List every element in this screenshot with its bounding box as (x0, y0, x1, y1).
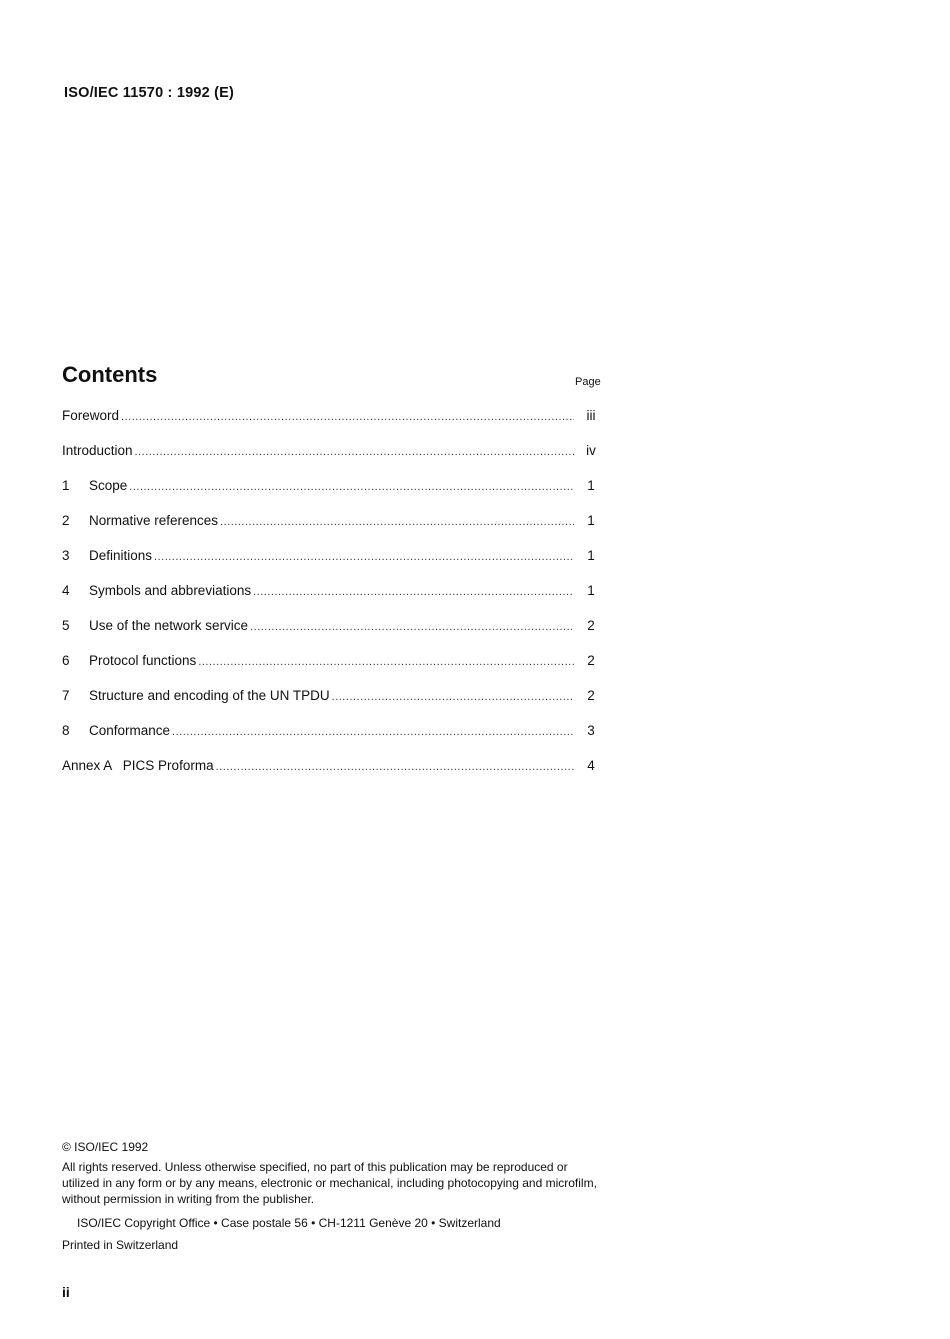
toc-entry-protocol-functions[interactable] (62, 643, 602, 678)
toc-entry-number: 4 (62, 583, 70, 598)
toc-entry-page: 2 (587, 653, 595, 668)
copyright-block (62, 1139, 602, 1253)
toc-entry-page: iv (586, 443, 596, 458)
toc-entry-number: 5 (62, 618, 70, 633)
toc-leader-dots (332, 680, 574, 715)
toc-entry-number: 3 (62, 548, 70, 563)
copyright-notice: All rights reserved. Unless otherwise specified, no part of this publication may be reproduced or utilized in any form or by any means, electronic or mechanical, including photocopying and microfilm, without permission in writing from the publisher. (62, 1160, 597, 1206)
table-of-contents (62, 398, 602, 783)
toc-entry-introduction[interactable] (62, 433, 602, 468)
toc-entry-label: Symbols and abbreviations (89, 583, 252, 598)
toc-entry-page: 1 (587, 478, 595, 493)
page-number: ii (62, 1284, 70, 1300)
toc-entry-label: Introduction (62, 443, 133, 458)
toc-entry-page: 4 (587, 758, 595, 773)
toc-entry-page: iii (586, 408, 596, 423)
toc-entry-label: Definitions (89, 548, 153, 563)
printed-in: Printed in Switzerland (62, 1238, 179, 1252)
toc-entry-label: Annex A PICS Proforma (62, 758, 214, 773)
toc-entry-number: 8 (62, 723, 70, 738)
toc-leader-dots (172, 715, 574, 750)
copyright-line: © ISO/IEC 1992 (62, 1140, 149, 1154)
toc-entry-label: Use of the network service (89, 618, 249, 633)
toc-leader-dots (253, 575, 574, 610)
toc-entry-foreword[interactable] (62, 398, 602, 433)
toc-entry-definitions[interactable] (62, 538, 602, 573)
toc-entry-page: 2 (587, 618, 595, 633)
toc-entry-label: Scope (89, 478, 128, 493)
copyright-office: ISO/IEC Copyright Office • Case postale 56 • CH-1211 Genève 20 • Switzerland (77, 1216, 501, 1230)
toc-leader-dots (129, 470, 574, 505)
toc-entry-conformance[interactable] (62, 713, 602, 748)
toc-entry-label: Conformance (89, 723, 171, 738)
toc-entry-label: Foreword (62, 408, 120, 423)
toc-entry-structure-encoding[interactable] (62, 678, 602, 713)
toc-entry-normative-references[interactable] (62, 503, 602, 538)
toc-entry-page: 1 (587, 513, 595, 528)
page-column-label: Page (575, 376, 601, 388)
toc-entry-number: 2 (62, 513, 70, 528)
toc-entry-page: 2 (587, 688, 595, 703)
toc-entry-network-service[interactable] (62, 608, 602, 643)
toc-entry-label: Normative references (89, 513, 219, 528)
toc-entry-annex-a[interactable] (62, 748, 602, 783)
toc-entry-page: 3 (587, 723, 595, 738)
toc-entry-label: Structure and encoding of the UN TPDU (89, 688, 330, 703)
toc-leader-dots (220, 505, 574, 540)
toc-entry-scope[interactable] (62, 468, 602, 503)
toc-leader-dots (198, 645, 574, 680)
toc-leader-dots (121, 400, 574, 435)
toc-leader-dots (250, 610, 574, 645)
toc-entry-number: 7 (62, 688, 70, 703)
contents-title: Contents (62, 362, 158, 387)
toc-leader-dots (154, 540, 574, 575)
toc-entry-symbols-abbreviations[interactable] (62, 573, 602, 608)
toc-leader-dots (135, 435, 574, 470)
toc-entry-page: 1 (587, 583, 595, 598)
toc-entry-number: 6 (62, 653, 70, 668)
toc-entry-number: 1 (62, 478, 70, 493)
toc-leader-dots (216, 750, 574, 785)
toc-entry-page: 1 (587, 548, 595, 563)
toc-entry-label: Protocol functions (89, 653, 197, 668)
document-header: ISO/IEC 11570 : 1992 (E) (64, 85, 235, 101)
